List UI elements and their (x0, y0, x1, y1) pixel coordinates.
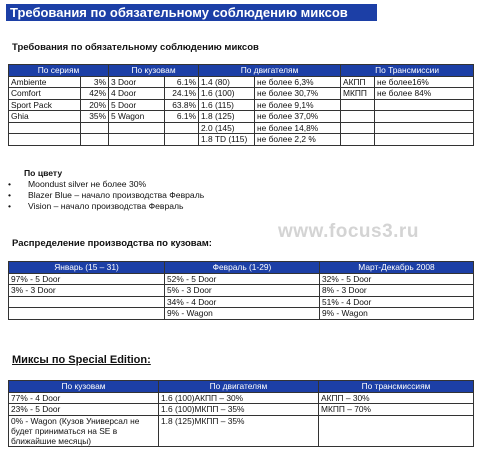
table-cell (341, 99, 375, 111)
table-cell: не более 37,0% (255, 111, 341, 123)
table-row (9, 392, 474, 404)
table-cell: Ghia (9, 111, 81, 123)
header-body: По кузовам (9, 381, 159, 393)
table-cell: АКПП – 30% (319, 392, 474, 404)
table-cell: 42% (81, 88, 109, 100)
table-row (9, 404, 474, 416)
table-cell (375, 122, 474, 134)
header-engine: По двигателям (199, 65, 341, 77)
table-cell (341, 134, 375, 146)
table-cell: 0% - Wagon (Кузов Универсал не будет приниматься на SE в ближайшие месяцы) (9, 415, 159, 446)
table-header-row (9, 381, 474, 393)
color-requirements (6, 168, 204, 212)
table-cell: Ambiente (9, 76, 81, 88)
table-cell: 1.8 TD (115) (199, 134, 255, 146)
header-february: Февраль (1-29) (165, 262, 320, 274)
table-cell: 1.6 (100)МКПП – 35% (159, 404, 319, 416)
header-march-december: Март-Декабрь 2008 (320, 262, 474, 274)
table-cell: 32% - 5 Door (320, 273, 474, 285)
header-engine: По двигателям (159, 381, 319, 393)
header-body: По кузовам (109, 65, 199, 77)
table-row (9, 308, 474, 320)
table-cell: 8% - 3 Door (320, 285, 474, 297)
table-cell: АКПП (341, 76, 375, 88)
table-cell: 20% (81, 99, 109, 111)
color-heading: По цвету (24, 168, 63, 178)
watermark: www.focus3.ru (278, 221, 419, 242)
table-cell: 3% (81, 76, 109, 88)
table-row (9, 415, 474, 446)
table-row (9, 296, 474, 308)
table-cell: 5% - 3 Door (165, 285, 320, 297)
table-cell (109, 134, 165, 146)
list-item: • Blazer Blue – начало производства Февраль (6, 190, 204, 201)
table-cell: не более 2,2 % (255, 134, 341, 146)
table-cell (375, 134, 474, 146)
header-series: По сериям (9, 65, 109, 77)
table-cell: 1.6 (115) (199, 99, 255, 111)
table-cell (341, 122, 375, 134)
header-transmission: По Трансмиссии (341, 65, 474, 77)
table-cell: 1.4 (80) (199, 76, 255, 88)
table-cell: 24.1% (165, 88, 199, 100)
table-cell: 51% - 4 Door (320, 296, 474, 308)
table-row (9, 285, 474, 297)
table-cell (81, 134, 109, 146)
table-cell: не более 9,1% (255, 99, 341, 111)
special-edition-table (8, 380, 474, 447)
section-mix-heading: Требования по обязательному соблюдению миксов (12, 42, 259, 53)
table-row (9, 273, 474, 285)
table-cell: 5 Door (109, 99, 165, 111)
list-item: • Vision – начало производства Февраль (6, 201, 204, 212)
table-cell: МКПП – 70% (319, 404, 474, 416)
table-row (9, 76, 474, 88)
table-row (9, 122, 474, 134)
table-cell: 23% - 5 Door (9, 404, 159, 416)
table-cell: 9% - Wagon (165, 308, 320, 320)
table-cell (81, 122, 109, 134)
list-item: • Moondust silver не более 30% (6, 179, 204, 190)
mix-requirements-table (8, 64, 474, 146)
table-header-row (9, 65, 474, 77)
table-cell: 52% - 5 Door (165, 273, 320, 285)
section-distribution-heading: Распределение производства по кузовам: (12, 238, 212, 249)
table-cell (375, 111, 474, 123)
table-row (9, 134, 474, 146)
table-cell (341, 111, 375, 123)
table-cell: 2.0 (145) (199, 122, 255, 134)
table-row (9, 88, 474, 100)
table-cell: не более16% (375, 76, 474, 88)
table-cell (165, 122, 199, 134)
table-cell (319, 415, 474, 446)
table-cell: 1.8 (125)МКПП – 35% (159, 415, 319, 446)
table-cell: не более 6,3% (255, 76, 341, 88)
table-cell (9, 296, 165, 308)
table-cell: 6.1% (165, 76, 199, 88)
table-cell: 3% - 3 Door (9, 285, 165, 297)
distribution-table (8, 261, 474, 320)
table-cell: 5 Wagon (109, 111, 165, 123)
section-special-edition-heading: Миксы по Special Edition: (12, 354, 151, 366)
table-cell: 63.8% (165, 99, 199, 111)
table-cell: 77% - 4 Door (9, 392, 159, 404)
page-title: Требования по обязательному соблюдению миксов (6, 4, 377, 21)
table-cell: 3 Door (109, 76, 165, 88)
table-cell (109, 122, 165, 134)
table-cell (9, 308, 165, 320)
table-cell: 1.6 (100)АКПП – 30% (159, 392, 319, 404)
table-cell: не более 14,8% (255, 122, 341, 134)
table-cell (165, 134, 199, 146)
header-transmission: По трансмиссиям (319, 381, 474, 393)
table-cell: 1.6 (100) (199, 88, 255, 100)
table-cell (9, 134, 81, 146)
table-cell: 4 Door (109, 88, 165, 100)
table-cell (9, 122, 81, 134)
table-cell: не более 30,7% (255, 88, 341, 100)
table-cell: Comfort (9, 88, 81, 100)
table-cell: 97% - 5 Door (9, 273, 165, 285)
table-header-row (9, 262, 474, 274)
table-cell: Sport Pack (9, 99, 81, 111)
table-cell: 1.8 (125) (199, 111, 255, 123)
table-row (9, 111, 474, 123)
table-cell: МКПП (341, 88, 375, 100)
table-cell (375, 99, 474, 111)
table-row (9, 99, 474, 111)
table-cell: 6.1% (165, 111, 199, 123)
table-cell: 35% (81, 111, 109, 123)
table-cell: не более 84% (375, 88, 474, 100)
table-cell: 9% - Wagon (320, 308, 474, 320)
table-cell: 34% - 4 Door (165, 296, 320, 308)
header-january: Январь (15 – 31) (9, 262, 165, 274)
